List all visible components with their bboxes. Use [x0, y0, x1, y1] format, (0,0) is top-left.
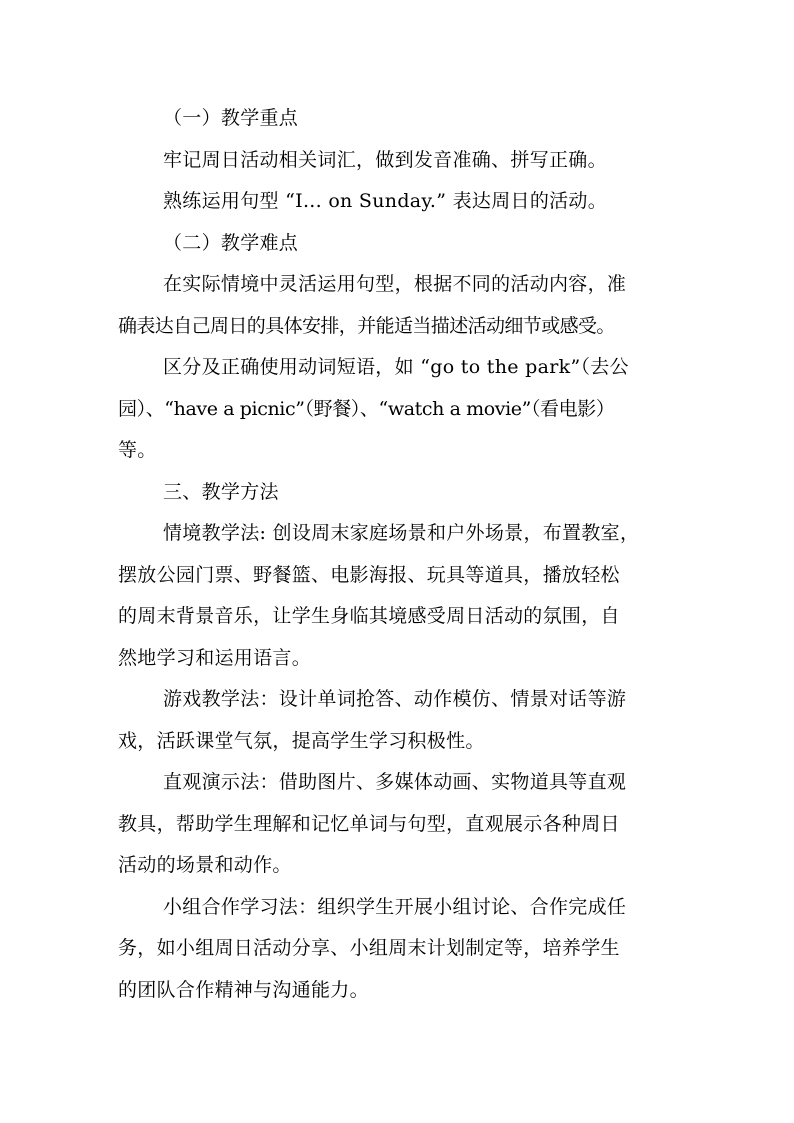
document-page — [118, 98, 674, 1011]
heading-teaching-focus: （一）教学重点 — [163, 107, 299, 129]
heading-teaching-difficulty: （二）教学难点 — [163, 231, 299, 254]
difficulty-paragraph-2-line-3: 等。 — [118, 439, 157, 461]
difficulty-paragraph-2-line-2: 园）、“have a picnic”（野餐）、“watch a movie”（看电影） — [118, 397, 615, 420]
visual-method-line-1: 直观演示法：借助图片、多媒体动画、实物道具等直观 — [163, 771, 627, 793]
situational-method-line-3: 的周末背景音乐，让学生身临其境感受周日活动的氛围，自 — [118, 605, 620, 627]
group-method-line-3: 的团队合作精神与沟通能力。 — [118, 978, 369, 1001]
difficulty-paragraph-1-line-2: 确表达自己周日的具体安排，并能适当描述活动细节或感受。 — [118, 314, 615, 337]
game-method-line-1: 游戏教学法：设计单词抢答、动作模仿、情景对话等游 — [163, 688, 627, 710]
focus-paragraph-2: 熟练运用句型 “I... on Sunday.” 表达周日的活动。 — [163, 190, 608, 212]
situational-method-line-1: 情境教学法: 创设周末家庭场景和户外场景，布置教室， — [163, 522, 640, 544]
situational-method-line-2: 摆放公园门票、野餐篮、电影海报、玩具等道具，播放轻松 — [118, 563, 620, 586]
visual-method-line-3: 活动的场景和动作。 — [118, 854, 292, 876]
difficulty-paragraph-1-line-1: 在实际情境中灵活运用句型，根据不同的活动内容，准 — [163, 273, 627, 295]
game-method-line-2: 戏，活跃课堂气氛，提高学生学习积极性。 — [118, 729, 485, 752]
situational-method-line-4: 然地学习和运用语言。 — [118, 646, 312, 669]
group-method-line-2: 务，如小组周日活动分享、小组周末计划制定等，培养学生 — [118, 937, 620, 959]
heading-teaching-methods: 三、教学方法 — [163, 480, 279, 503]
difficulty-paragraph-2-line-1: 区分及正确使用动词短语，如 “go to the park”（去公 — [163, 356, 629, 378]
focus-paragraph-1: 牢记周日活动相关词汇，做到发音准确、拼写正确。 — [163, 148, 607, 171]
visual-method-line-2: 教具，帮助学生理解和记忆单词与句型，直观展示各种周日 — [118, 812, 620, 835]
group-method-line-1: 小组合作学习法：组织学生开展小组讨论、合作完成任 — [163, 895, 627, 918]
